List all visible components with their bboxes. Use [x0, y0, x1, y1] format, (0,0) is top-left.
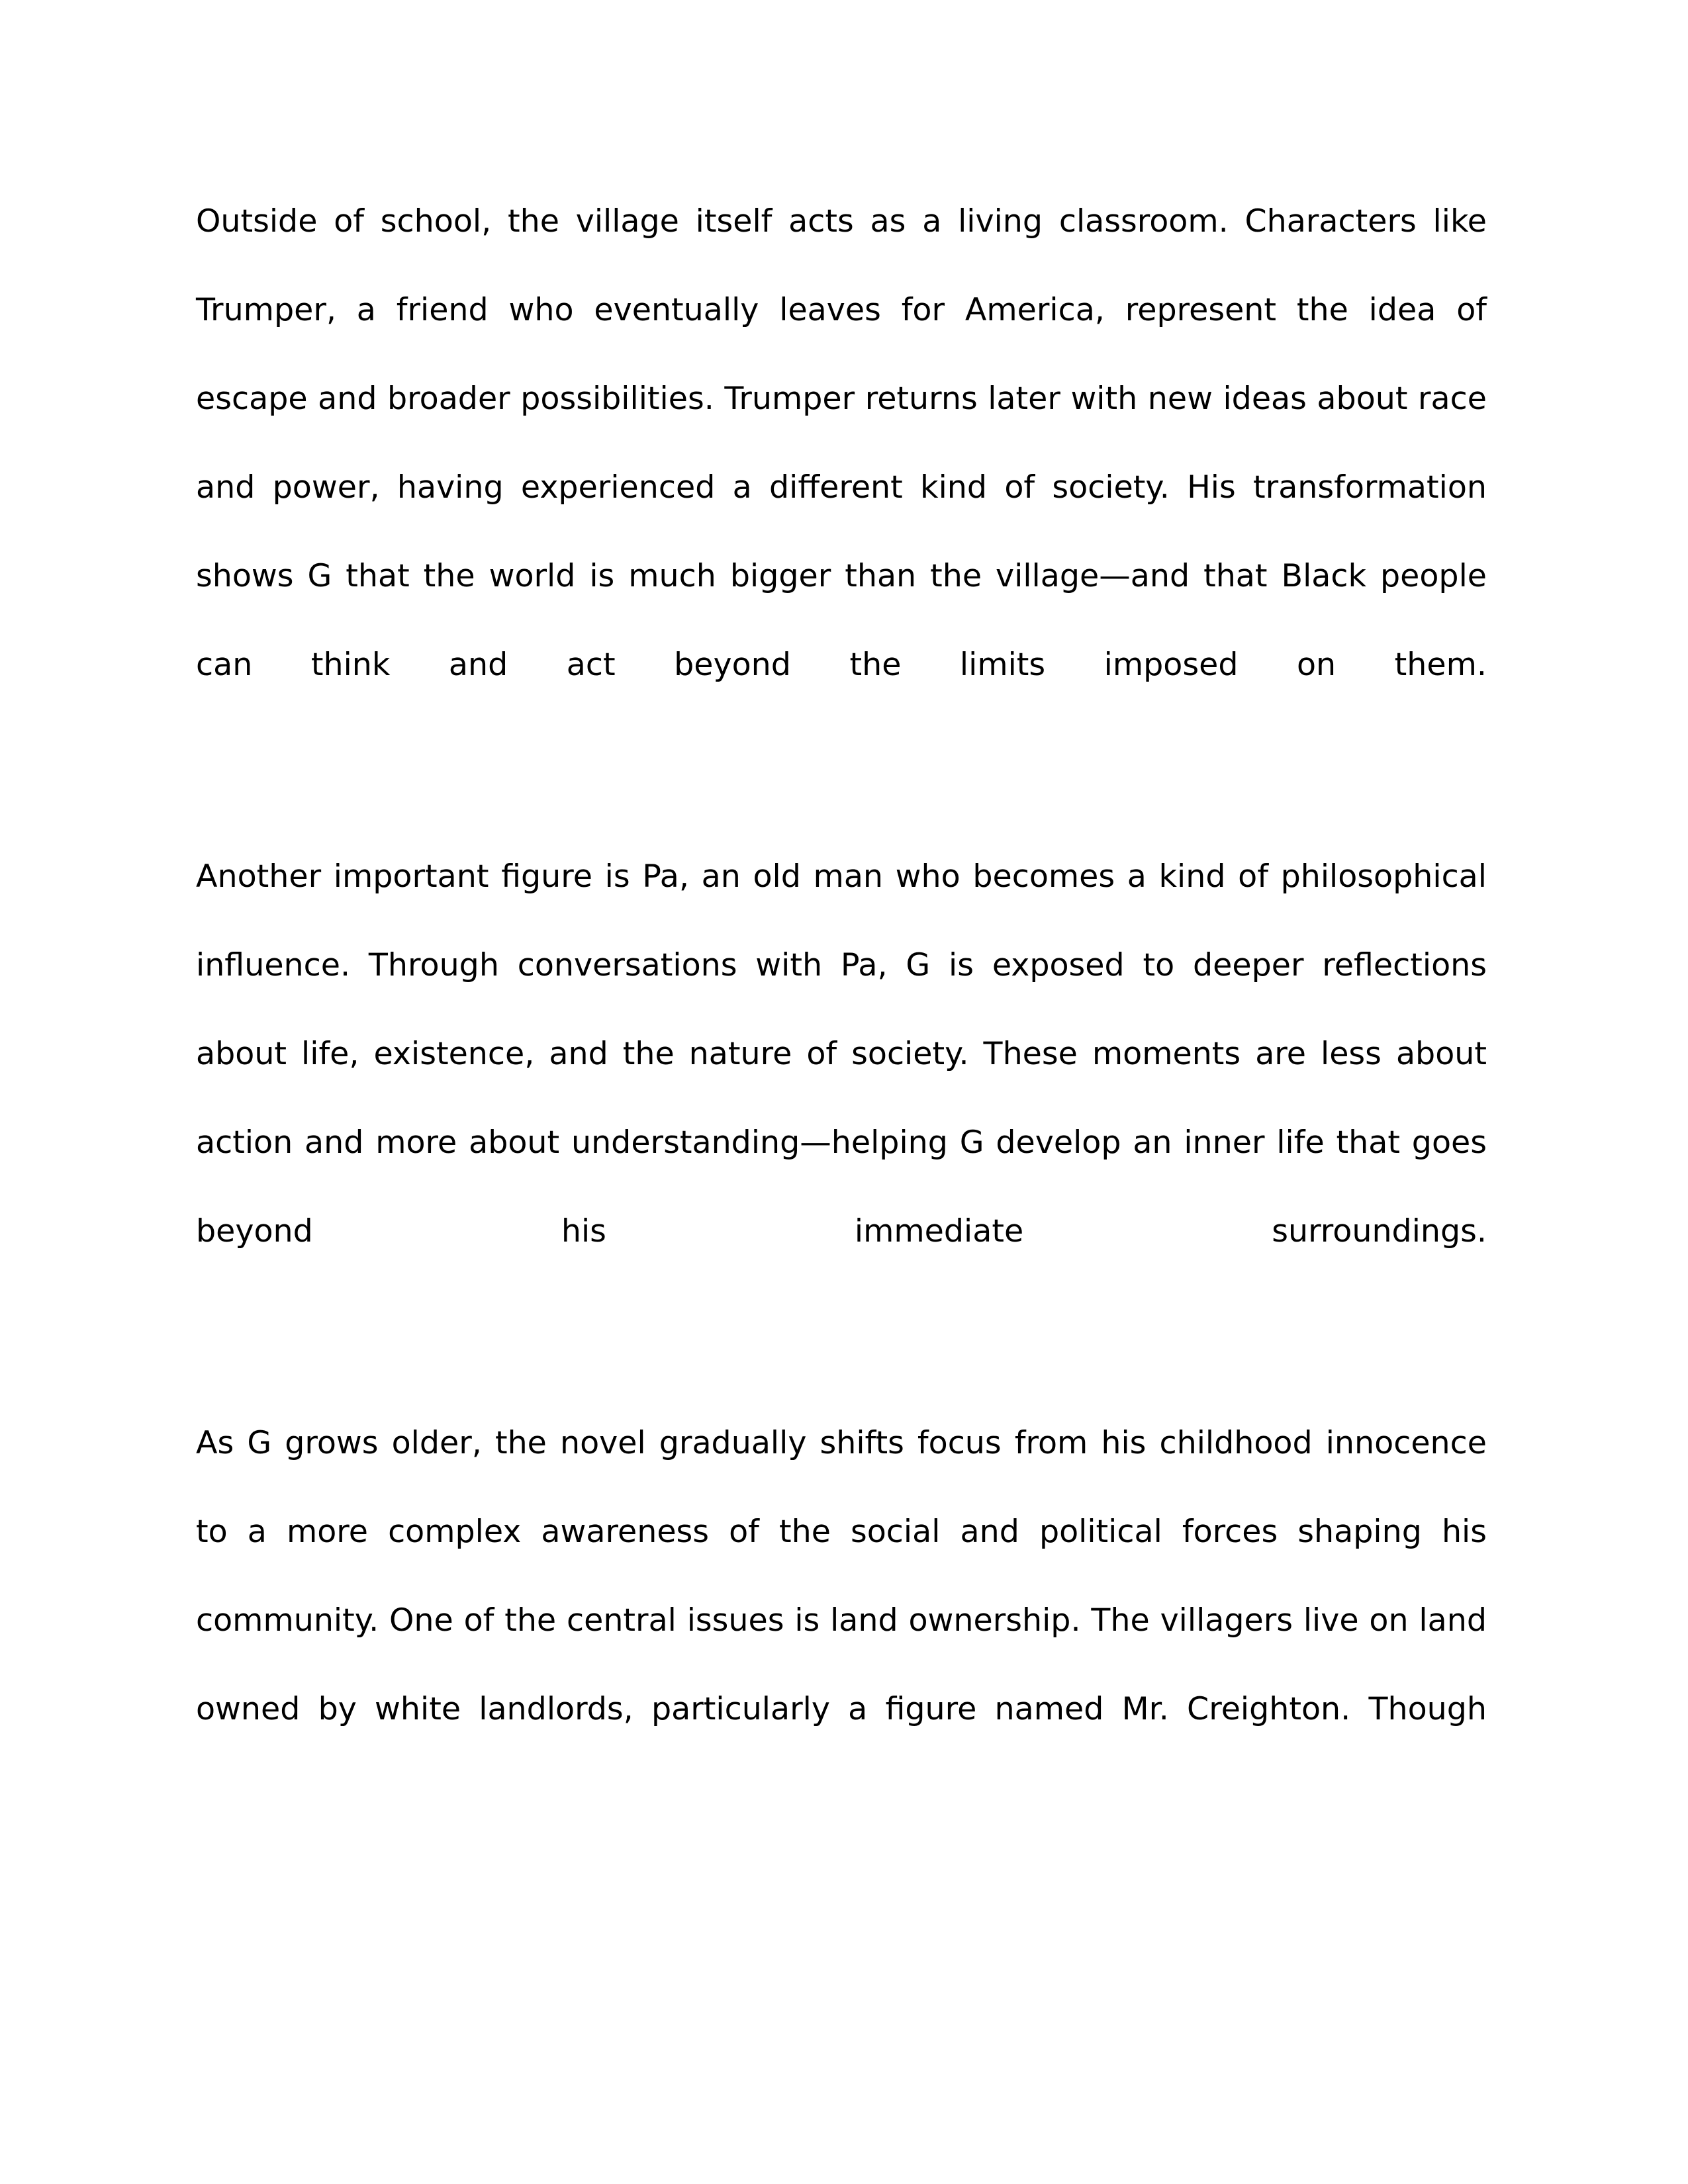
- paragraph-3: As G grows older, the novel gradually shifts focus from his childhood innocence to a more complex awareness of the social and political forces shaping his community. One of the central issues is land ownership. The villagers live on land owned by white landlords, particularly a figure named Mr. Creighton. Though: [196, 1425, 1487, 1727]
- paragraph-1: Outside of school, the village itself acts as a living classroom. Characters like Trumper, a friend who eventually leaves for America, represent the idea of escape and broader possibilities. Trumper returns later with new ideas about race and power, having experienced a different kind of society. His transformation shows G that the world is much bigger than the village—and that Black people can think and act beyond the limits imposed on them.: [196, 203, 1487, 683]
- document-body: [196, 177, 1487, 1843]
- paragraph-2: Another important figure is Pa, an old man who becomes a kind of philosophical influence. Through conversations with Pa, G is exposed to deeper reflections about life, existence, and the nature of society. These moments are less about action and more about understanding—helping G develop an inner life that goes beyond his immediate surroundings.: [196, 858, 1487, 1250]
